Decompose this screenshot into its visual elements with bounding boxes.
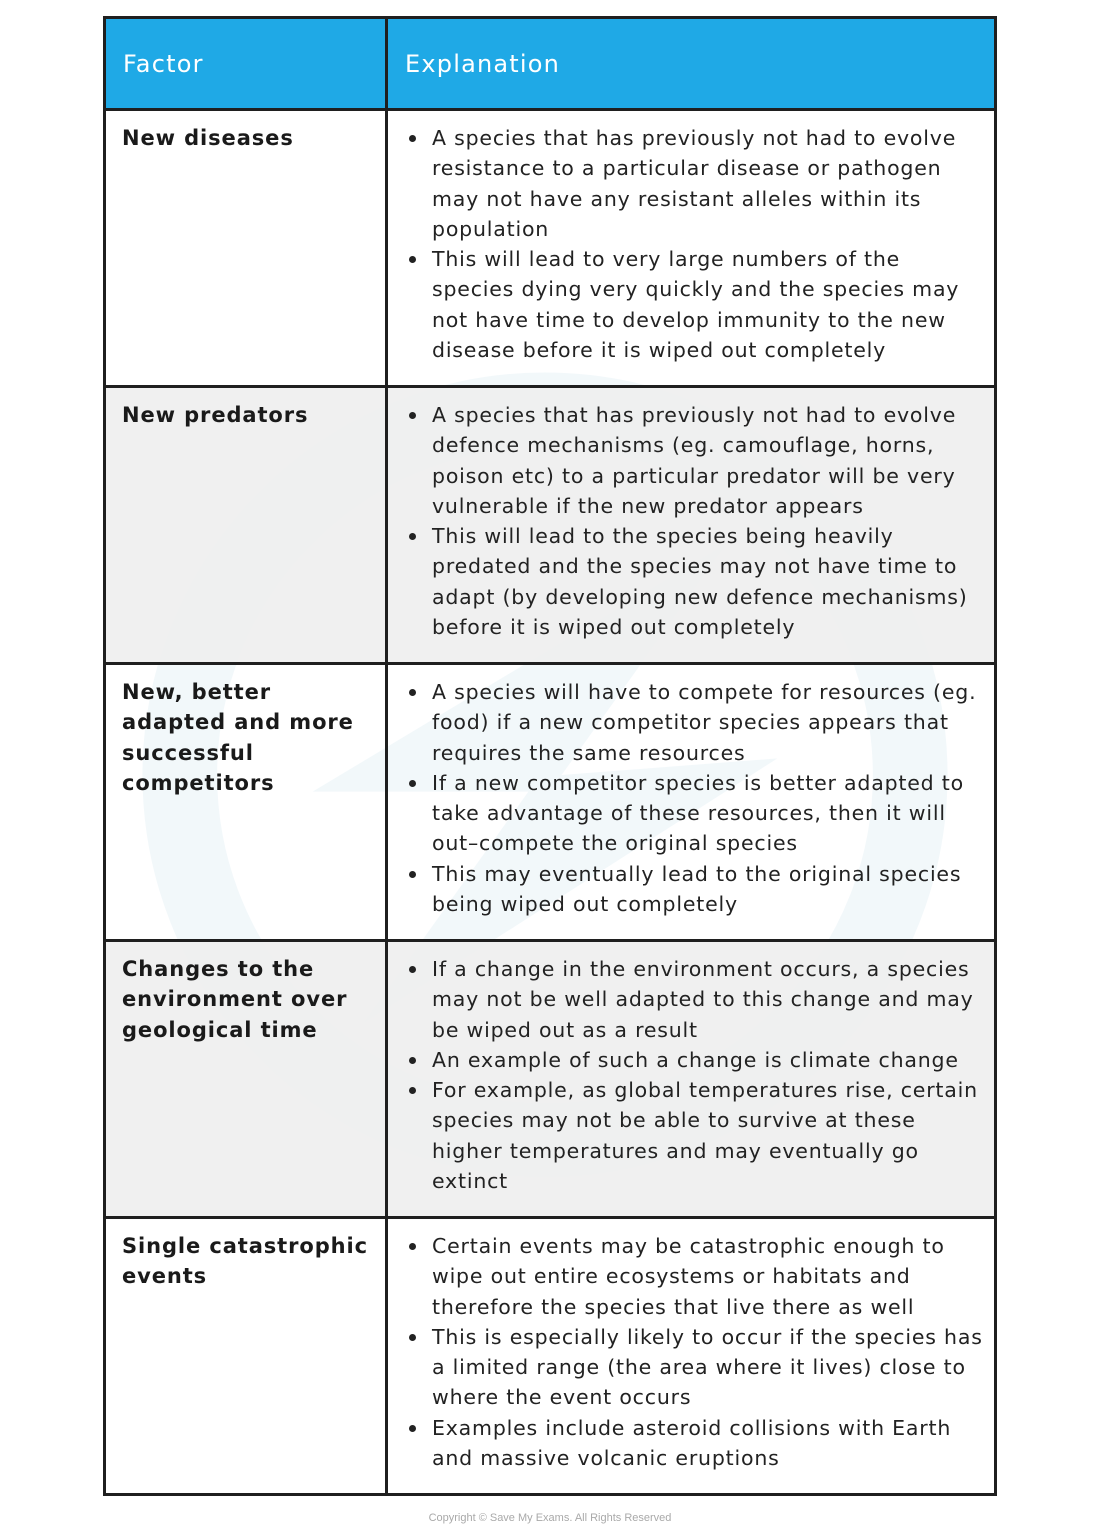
factor-cell: New diseases	[105, 110, 387, 387]
table-row	[105, 1218, 996, 1495]
bullet-item: A species will have to compete for resources (eg. food) if a new competitor species appears that requires the same resources	[432, 677, 986, 768]
bullet-item: For example, as global temperatures rise, certain species may not be able to survive at these higher temperatures and may eventually go extinct	[432, 1075, 986, 1196]
explanation-cell	[387, 664, 996, 941]
factor-cell: New predators	[105, 387, 387, 664]
bullet-item: If a change in the environment occurs, a species may not be well adapted to this change and may be wiped out as a result	[432, 954, 986, 1045]
factor-cell: New, better adapted and more successful competitors	[105, 664, 387, 941]
header-factor: Factor	[105, 18, 387, 110]
bullet-list	[388, 954, 986, 1196]
bullet-item: This will lead to the species being heavily predated and the species may not have time to adapt (by developing new defence mechanisms) before it is wiped out completely	[432, 521, 986, 642]
table-row	[105, 110, 996, 387]
bullet-item: An example of such a change is climate change	[432, 1045, 986, 1075]
factor-cell: Changes to the environment over geological time	[105, 941, 387, 1218]
table-row	[105, 664, 996, 941]
bullet-item: This will lead to very large numbers of the species dying very quickly and the species may not have time to develop immunity to the new disease before it is wiped out completely	[432, 244, 986, 365]
bullet-item: A species that has previously not had to evolve resistance to a particular disease or pathogen may not have any resistant alleles within its population	[432, 123, 986, 244]
bullet-item: Certain events may be catastrophic enough to wipe out entire ecosystems or habitats and therefore the species that live there as well	[432, 1231, 986, 1322]
table-header-row	[105, 18, 996, 110]
bullet-list	[388, 1231, 986, 1473]
bullet-list	[388, 677, 986, 919]
bullet-list	[388, 400, 986, 642]
table-row	[105, 387, 996, 664]
bullet-item: A species that has previously not had to evolve defence mechanisms (eg. camouflage, horns, poison etc) to a particular predator will be very vulnerable if the new predator appears	[432, 400, 986, 521]
explanation-cell	[387, 941, 996, 1218]
bullet-list	[388, 123, 986, 365]
extinction-factors-table	[103, 16, 997, 1496]
explanation-cell	[387, 1218, 996, 1495]
bullet-item: If a new competitor species is better adapted to take advantage of these resources, then it will out–compete the original species	[432, 768, 986, 859]
bullet-item: This may eventually lead to the original species being wiped out completely	[432, 859, 986, 920]
table-row	[105, 941, 996, 1218]
copyright-footer: Copyright © Save My Exams. All Rights Reserved	[428, 1512, 672, 1524]
explanation-cell	[387, 110, 996, 387]
bullet-item: This is especially likely to occur if the species has a limited range (the area where it lives) close to where the event occurs	[432, 1322, 986, 1413]
explanation-cell	[387, 387, 996, 664]
bullet-item: Examples include asteroid collisions with Earth and massive volcanic eruptions	[432, 1413, 986, 1474]
header-explanation: Explanation	[387, 18, 996, 110]
factor-cell: Single catastrophic events	[105, 1218, 387, 1495]
